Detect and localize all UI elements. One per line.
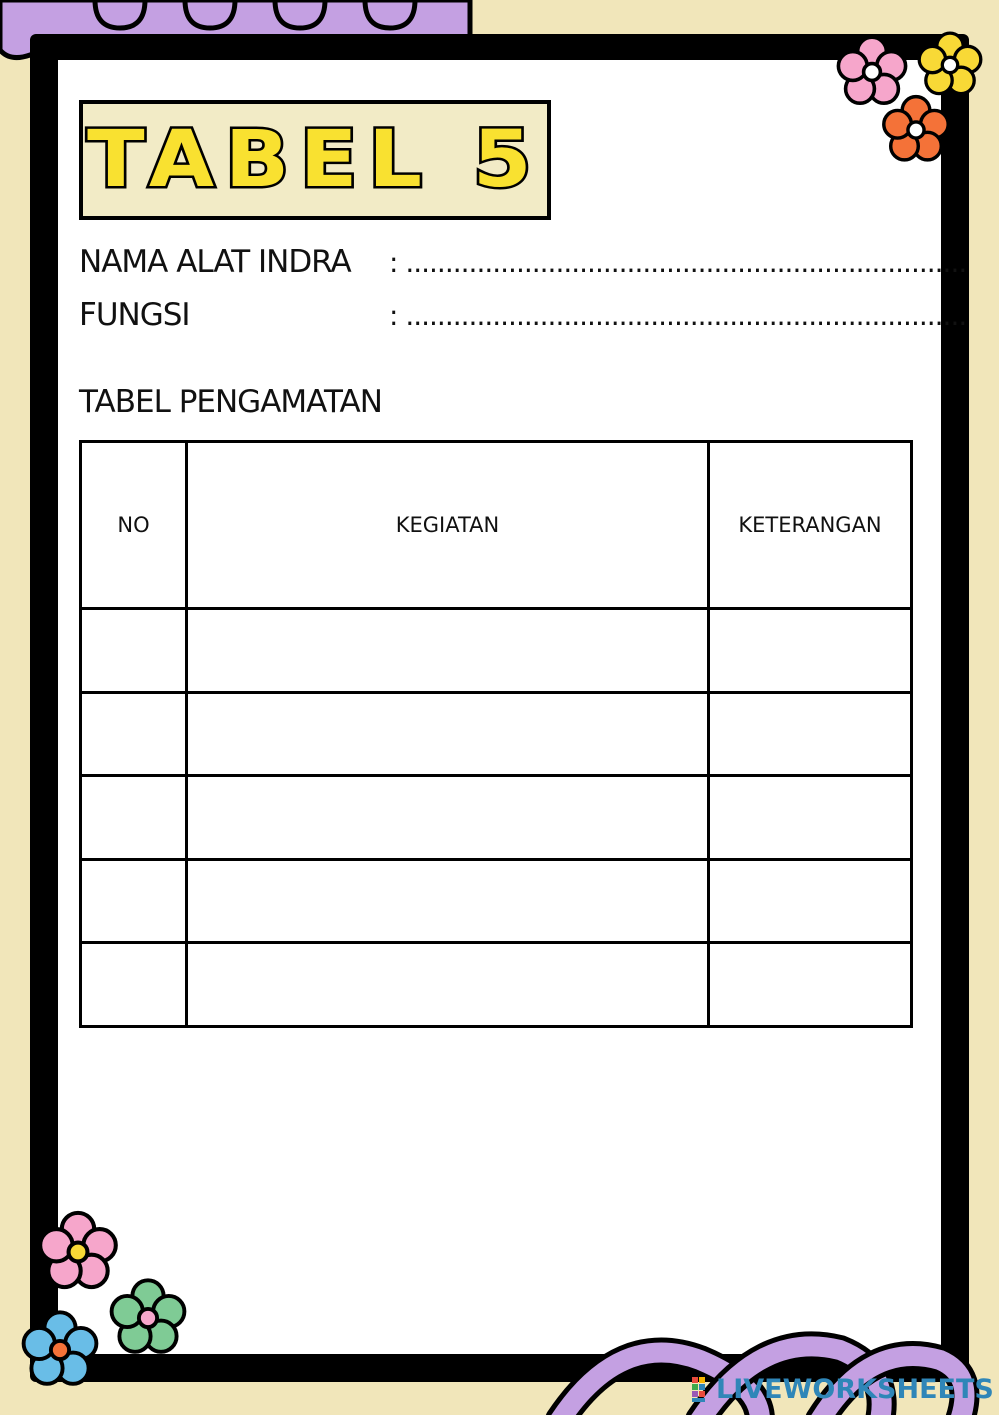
cell-no[interactable] <box>81 943 187 1027</box>
pink-flower-icon <box>838 37 905 103</box>
table-body <box>81 609 912 1027</box>
field-label: NAMA ALAT INDRA <box>79 244 351 280</box>
cell-kegiatan[interactable] <box>187 859 709 943</box>
table-row <box>81 692 912 776</box>
blue-flower-icon <box>24 1312 97 1384</box>
table-header-row <box>81 442 912 609</box>
table-row <box>81 943 912 1027</box>
cell-kegiatan[interactable] <box>187 609 709 693</box>
observation-table <box>79 440 913 1028</box>
orange-flower-icon <box>884 97 948 160</box>
cell-no[interactable] <box>81 692 187 776</box>
watermark <box>692 1374 994 1405</box>
pink-flower-icon <box>40 1213 116 1287</box>
field-fungsi <box>79 297 966 333</box>
field-alat-indra <box>79 244 966 280</box>
cell-keterangan[interactable] <box>709 943 912 1027</box>
liveworksheets-logo-icon <box>692 1377 712 1403</box>
cell-kegiatan[interactable] <box>187 692 709 776</box>
table-row <box>81 776 912 860</box>
header-keterangan: KETERANGAN <box>709 442 912 609</box>
cell-keterangan[interactable] <box>709 692 912 776</box>
cell-keterangan[interactable] <box>709 776 912 860</box>
green-flower-icon <box>112 1280 185 1352</box>
watermark-text: LIVEWORKSHEETS <box>716 1374 994 1405</box>
cell-no[interactable] <box>81 859 187 943</box>
yellow-flower-icon <box>919 33 981 94</box>
section-title: TABEL PENGAMATAN <box>79 384 382 420</box>
page-title: TABEL 5 <box>87 115 543 205</box>
field-blank[interactable]: : ....................................................................... <box>389 299 967 332</box>
title-box <box>79 100 551 220</box>
cell-no[interactable] <box>81 776 187 860</box>
cell-keterangan[interactable] <box>709 609 912 693</box>
cell-kegiatan[interactable] <box>187 943 709 1027</box>
table-row <box>81 859 912 943</box>
header-no: NO <box>81 442 187 609</box>
cell-keterangan[interactable] <box>709 859 912 943</box>
header-kegiatan: KEGIATAN <box>187 442 709 609</box>
table-row <box>81 609 912 693</box>
field-label: FUNGSI <box>79 297 190 333</box>
field-blank[interactable]: : ....................................................................... <box>389 246 967 279</box>
cell-kegiatan[interactable] <box>187 776 709 860</box>
cell-no[interactable] <box>81 609 187 693</box>
